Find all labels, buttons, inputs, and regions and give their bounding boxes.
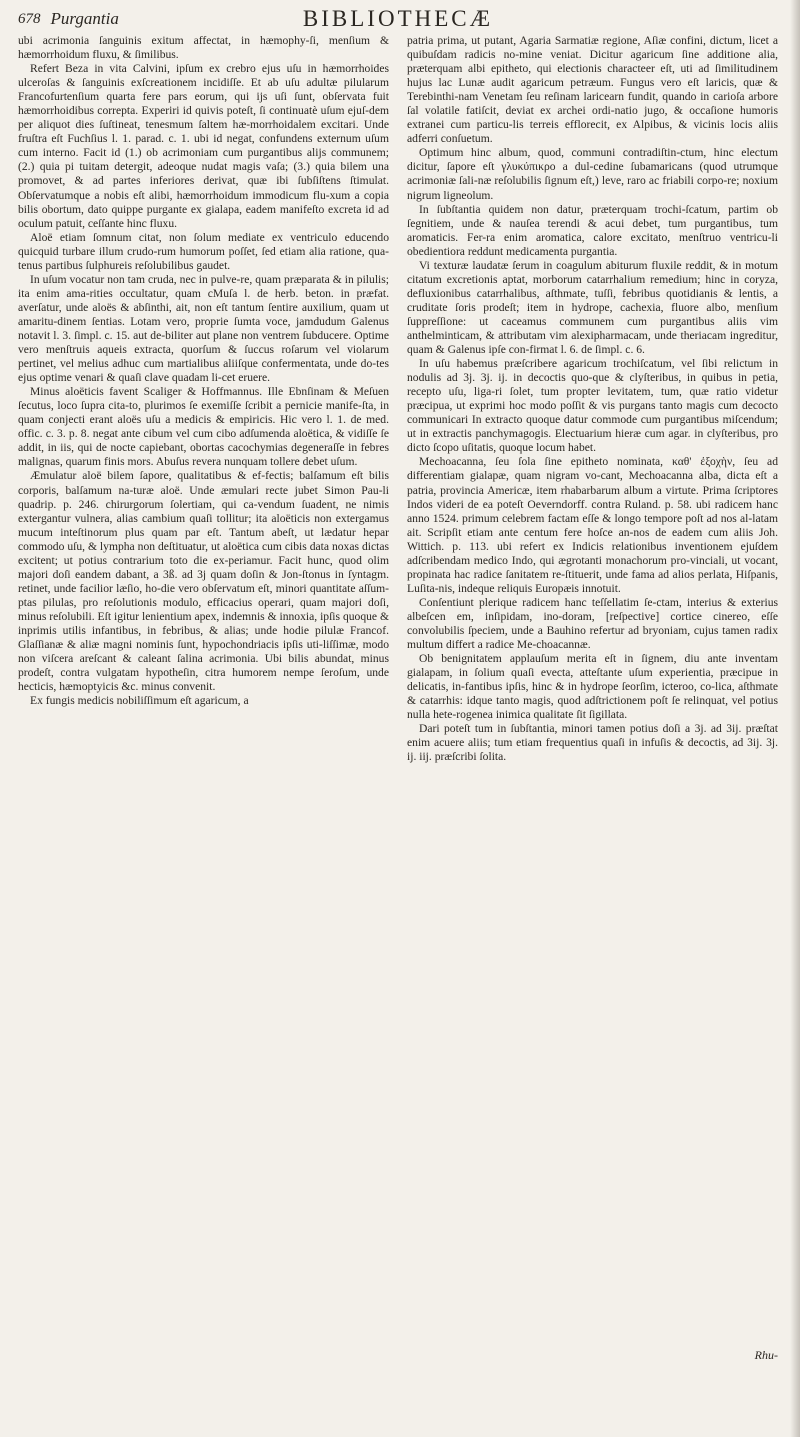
page-number: 678 (18, 10, 41, 27)
paragraph: Ob benignitatem applauſum merita eſt in ſignem, diu ante inventam gialapam, in ſolium quaſi evecta, atteſtante uſum experientia, præcipue in delicatis, in-fantibus ipſis, hinc & in hydrope ſeorſim, icteroo, co-lica, aſthmate & catarrhis: idque tanto magis, quod adſtrictionem poſt ſe relinquat, vel potius nulla hete-rogenea inimica qualitate ſit ſigillata. (407, 652, 778, 722)
paragraph: Vi texturæ laudatæ ſerum in coagulum abiturum fluxile reddit, & in motum citatum excretionis aptat, morborum catarrhalium remedium; hinc in coryza, defluxionibus catarrhalibus, aſthmate, tuſſi, febribus quotidianis & lentis, a cruditate ſoris prodeſt; item in hydrope, cachexia, fluore albo, menſium ſuppreſſione: ut caceamus communem cum purgantibus aliis vim anthelminticam, & attributam vim alexipharmacam, unde theriacam ingreditur, quam & Galenus ipſe con-firmat l. 6. de ſimpl. c. 6. (407, 258, 778, 357)
paragraph: Mechoacanna, ſeu ſola ſine epitheto nominata, καθ' ἐξοχὴν, ſeu ad differentiam gialapæ, quam nigram vo-cant, Mechoacanna alba, dicta eſt a patria, provincia Americæ, item rhabarbarum album a virtute. Prima ſcriptores Indos videri de ea poteſt Oeverndorff. contra Ruland. p. 58. ubi radicem hanc anno 1524. primum celebrem factam eſſe & longo tempore poſt ad nos al-latam ait. Scripſit etiam ante centum fere hoſce an-nos de eadem cum aliis Joh. Wittich. p. 113. ubi refert ex Indicis relationibus inventionem ejuſdem adſcribendam medico Indo, qui ægrotanti monachorum pro-vinciali, ut vocant, propinata hac radice ſanitatem re-ſtituerit, unde fama ad alios perlata, Hiſpanis, Luſita-nis, indeque reliquis Europæis innotuit. (407, 455, 778, 595)
paragraph: In uſu habemus præſcribere agaricum trochiſcatum, vel ſibi relictum in nodulis ad 3j. 3j. ij. in decoctis quo-que & clyſteribus, in quibus in petia, recepto uſu, liga-ri ſolet, tum propter levitatem, tum, quæ ratio videtur præcipua, ut exprimi hoc modo poſſit & vis purgans tanto magis cum decocto communicari In extracto quoque datur commode cum purgantibus miſcendum; ut in extractis panchymagogis. Electuarium hieræ cum agar. in clyſteribus, pro dicto ſcopo uſitatis, quoque locum habet. (407, 357, 778, 455)
paragraph: Conſentiunt plerique radicem hanc teſſellatim ſe-ctam, interius & exterius albeſcen em, inſipidam, ino-doram, [reſpective] cortice cinereo, eſſe convolubilis ſpeciem, unde a Bauhino refertur ad bryoniam, cujus tamen radix multum differt a radice Me-choacannæ. (407, 595, 778, 652)
paragraph: Minus aloëticis favent Scaliger & Hoffmannus. Ille Ebnſinam & Meſuen ſecutus, loco ſupra cita-to, plurimos ſe exemiſſe ſcribit a pernicie manife-ſta, in quam conjecti erant aloës uſu a medicis & empiricis. Hic vero l. 1. de med. offic. c. 3. p. 8. negat ante cibum vel cum cibo adſumenda aloëtica, & vidiſſe ſe addit, in iis, qui de nocte capiebant, obortas cacochymias degeneraſſe in febres malignas, quarum finis mors. Abuſus revera nunquam tollere debet uſum. (18, 385, 389, 469)
page-edge-shadow (790, 0, 800, 1437)
catchword: Rhu- (754, 1348, 778, 1362)
paragraph: Optimum hinc album, quod, communi contradiſtin-ctum, hinc electum dicitur, ſapore eſt γλυκύπικρο a dul-cedine ſubamaricans (quod utrumque acrimoniæ ſali-næ reſolubilis ſignum eſt,) leve, raro ac friabili corpo-re; noxium nigrum ligneolum. (407, 146, 778, 202)
paragraph: Ex fungis medicis nobiliſſimum eſt agaricum, a (30, 694, 249, 708)
page-header (18, 6, 778, 32)
left-column (18, 34, 389, 764)
paragraph: ubi acrimonia ſanguinis exitum affectat, in hæmophy-ſi, menſium & hæmorrhoidum fluxu, & ſimilibus. (18, 34, 389, 62)
text-columns (18, 34, 778, 764)
book-title: BIBLIOTHECÆ (302, 6, 494, 31)
paragraph: patria prima, ut putant, Agaria Sarmatiæ regione, Aſiæ confini, dictum, licet a quibuſdam radicis no-mine veniat. Dicitur agaricum ſine additione alia, præterquam albi epitheto, qui electionis characteer eſt, uti ad ſimilitudinem hujus lac Lunæ audit agaricum petræum. Fungus vero eſt laricis, quæ & Terebinthi-nam Venetam ſeu reſinam laricearn fundit, quando in carioſa arbore ſal volatile fatiſcit, deviat ex archei ordi-natio jugo, & occaſione humoris extranei cum particu-lis terreis efflorecit, ex Alpibus, & vicinis locis aliis adferri conſuetum. (407, 34, 778, 146)
right-column (407, 34, 778, 764)
running-title: Purgantia (50, 9, 119, 28)
paragraph: Aloë etiam ſomnum citat, non ſolum mediate ex ventriculo educendo quicquid turbare illum crudo-rum humorum poſſet, ſed etiam alia ratione, qua-tenus partibus ſulphureis reſolubilibus gaudet. (18, 230, 389, 272)
paragraph: Dari poteſt tum in ſubſtantia, minori tamen potius doſi a 3j. ad 3ij. præſtat enim acuere aliis; tum etiam frequentius quaſi in infuſis & decoctis, ad 3ij. 3j. ij. iij. præſcribi ſolita. (407, 722, 778, 764)
paragraph: Æmulatur aloë bilem ſapore, qualitatibus & ef-fectis; balſamum eſt bilis corporis, balſamum na-turæ aloë. Unde æmulari recte jubet Simon Pau-li quadrip. p. 246. chirurgorum ſolertiam, qui ca-vendum ſuadent, ne nimis extergantur vulnera, alias cambium quaſi tollitur; ita aloëticis non extergamus mucum inteſtinorum plus quam par eſt. Tantum abeſt, ut lædatur hepar commodo uſu, & lympha non deſtituatur, ut aloëtica cum cibis data noxas dictas excitent; ut potius contrarium toto die ex-periamur. Facit hunc, quod olim majori doſi eandem dabant, a 3ß. ad 3j quam doſin & Jon-ſtonus in ſyntagm. retinet, unde facilior læſio, ho-die vero obſervatum eſt, minori quantitate aſſum-ptas pilulas, pro reſolutionis modulo, efficacius operari, quam majori doſi, minus reſolubili. Eſt igitur lenientium apex, indemnis & innoxia, ipſis quoque & inprimis utilis infantibus, in febribus, & alias; unde hodie pilulæ Francof. Glaſſianæ & aliæ magni nominis ſunt, hypochondriacis ipſis uti-liſſimæ, modo non viſcera areſcant & caleant ſalina acrimonia. Ubi bilis abundat, minus prodeſt, contra vulgatam hypotheſin, citra humorem nempe ſeroſum, unde hecticis, hæmoptyicis &c. minus convenit. (18, 469, 389, 694)
paragraph: Refert Beza in vita Calvini, ipſum ex crebro ejus uſu in hæmorrhoides ulceroſas & ſanguinis exſcreationem incidiſſe. Et ab uſu adultæ pilularum Francofurtenſium quarta fere pars eorum, qui ijs uſi ſunt, obſervata fuit hæmorrhoidibus correpta. Experiri id quivis poteſt, ſi continuatè uſum ejuſ-dem per aliquot dies ſuſtineat, tenesmum ſaltem hæ-morrhoidalem excitari. Unde fruſtra eſt Fuchſius l. 1. parad. c. 1. ubi id negat, confundens externum uſum cum interno. Facit id (1.) ob acrimoniam cum purgantibus alijs communem; (2.) quia pi tuitam detergit, adeoque nudat magis vaſa; (3.) quia bilem una promovet, & ad partes inferiores derivat, quæ ibi ſubſiſtens ſtimulat. Obſervatumque a nobis eſt alibi, hæmorrhoidum immodicum flu-xum a copia bilis obortum, dato quippe purgante ex gialapa, eadem manifeſto excreta id ad oculum patuit, ceſſante hinc fluxu. (18, 62, 389, 230)
paragraph: In uſum vocatur non tam cruda, nec in pulve-re, quam præparata & in pilulis; ita enim ama-rities occultatur, quam cMuſa l. de herb. beton. in præfat. averſatur, unde aloës & abſinthi, ait, non eſt tantum ſentire auxilium, quam ut amaritu-dinem ſentias. Lotam vero, proprie ſumta voce, jamdudum Galenus notavit l. 3. ſimpl. c. 15. aut de-biliter aut plane non ventrem ſubducere. Optime vero menſtruis aqueis extracta, quorſum & ſuccus roſarum vel violarum pertinet, vel melius adhuc cum martialibus aliiſque confermentata, unde do-tes ejus optime venari & quaſi clave quadam li-cet eruere. (18, 272, 389, 385)
paragraph: In ſubſtantia quidem non datur, præterquam trochi-ſcatum, partim ob ſegnitiem, unde & nauſea terendi & acui debet, tum purgantibus, tum aromaticis. Fer-ra enim aromatica, calore excitato, menſtruo ventricu-li obedientiora reddunt medicamenta purgantia. (407, 202, 778, 258)
